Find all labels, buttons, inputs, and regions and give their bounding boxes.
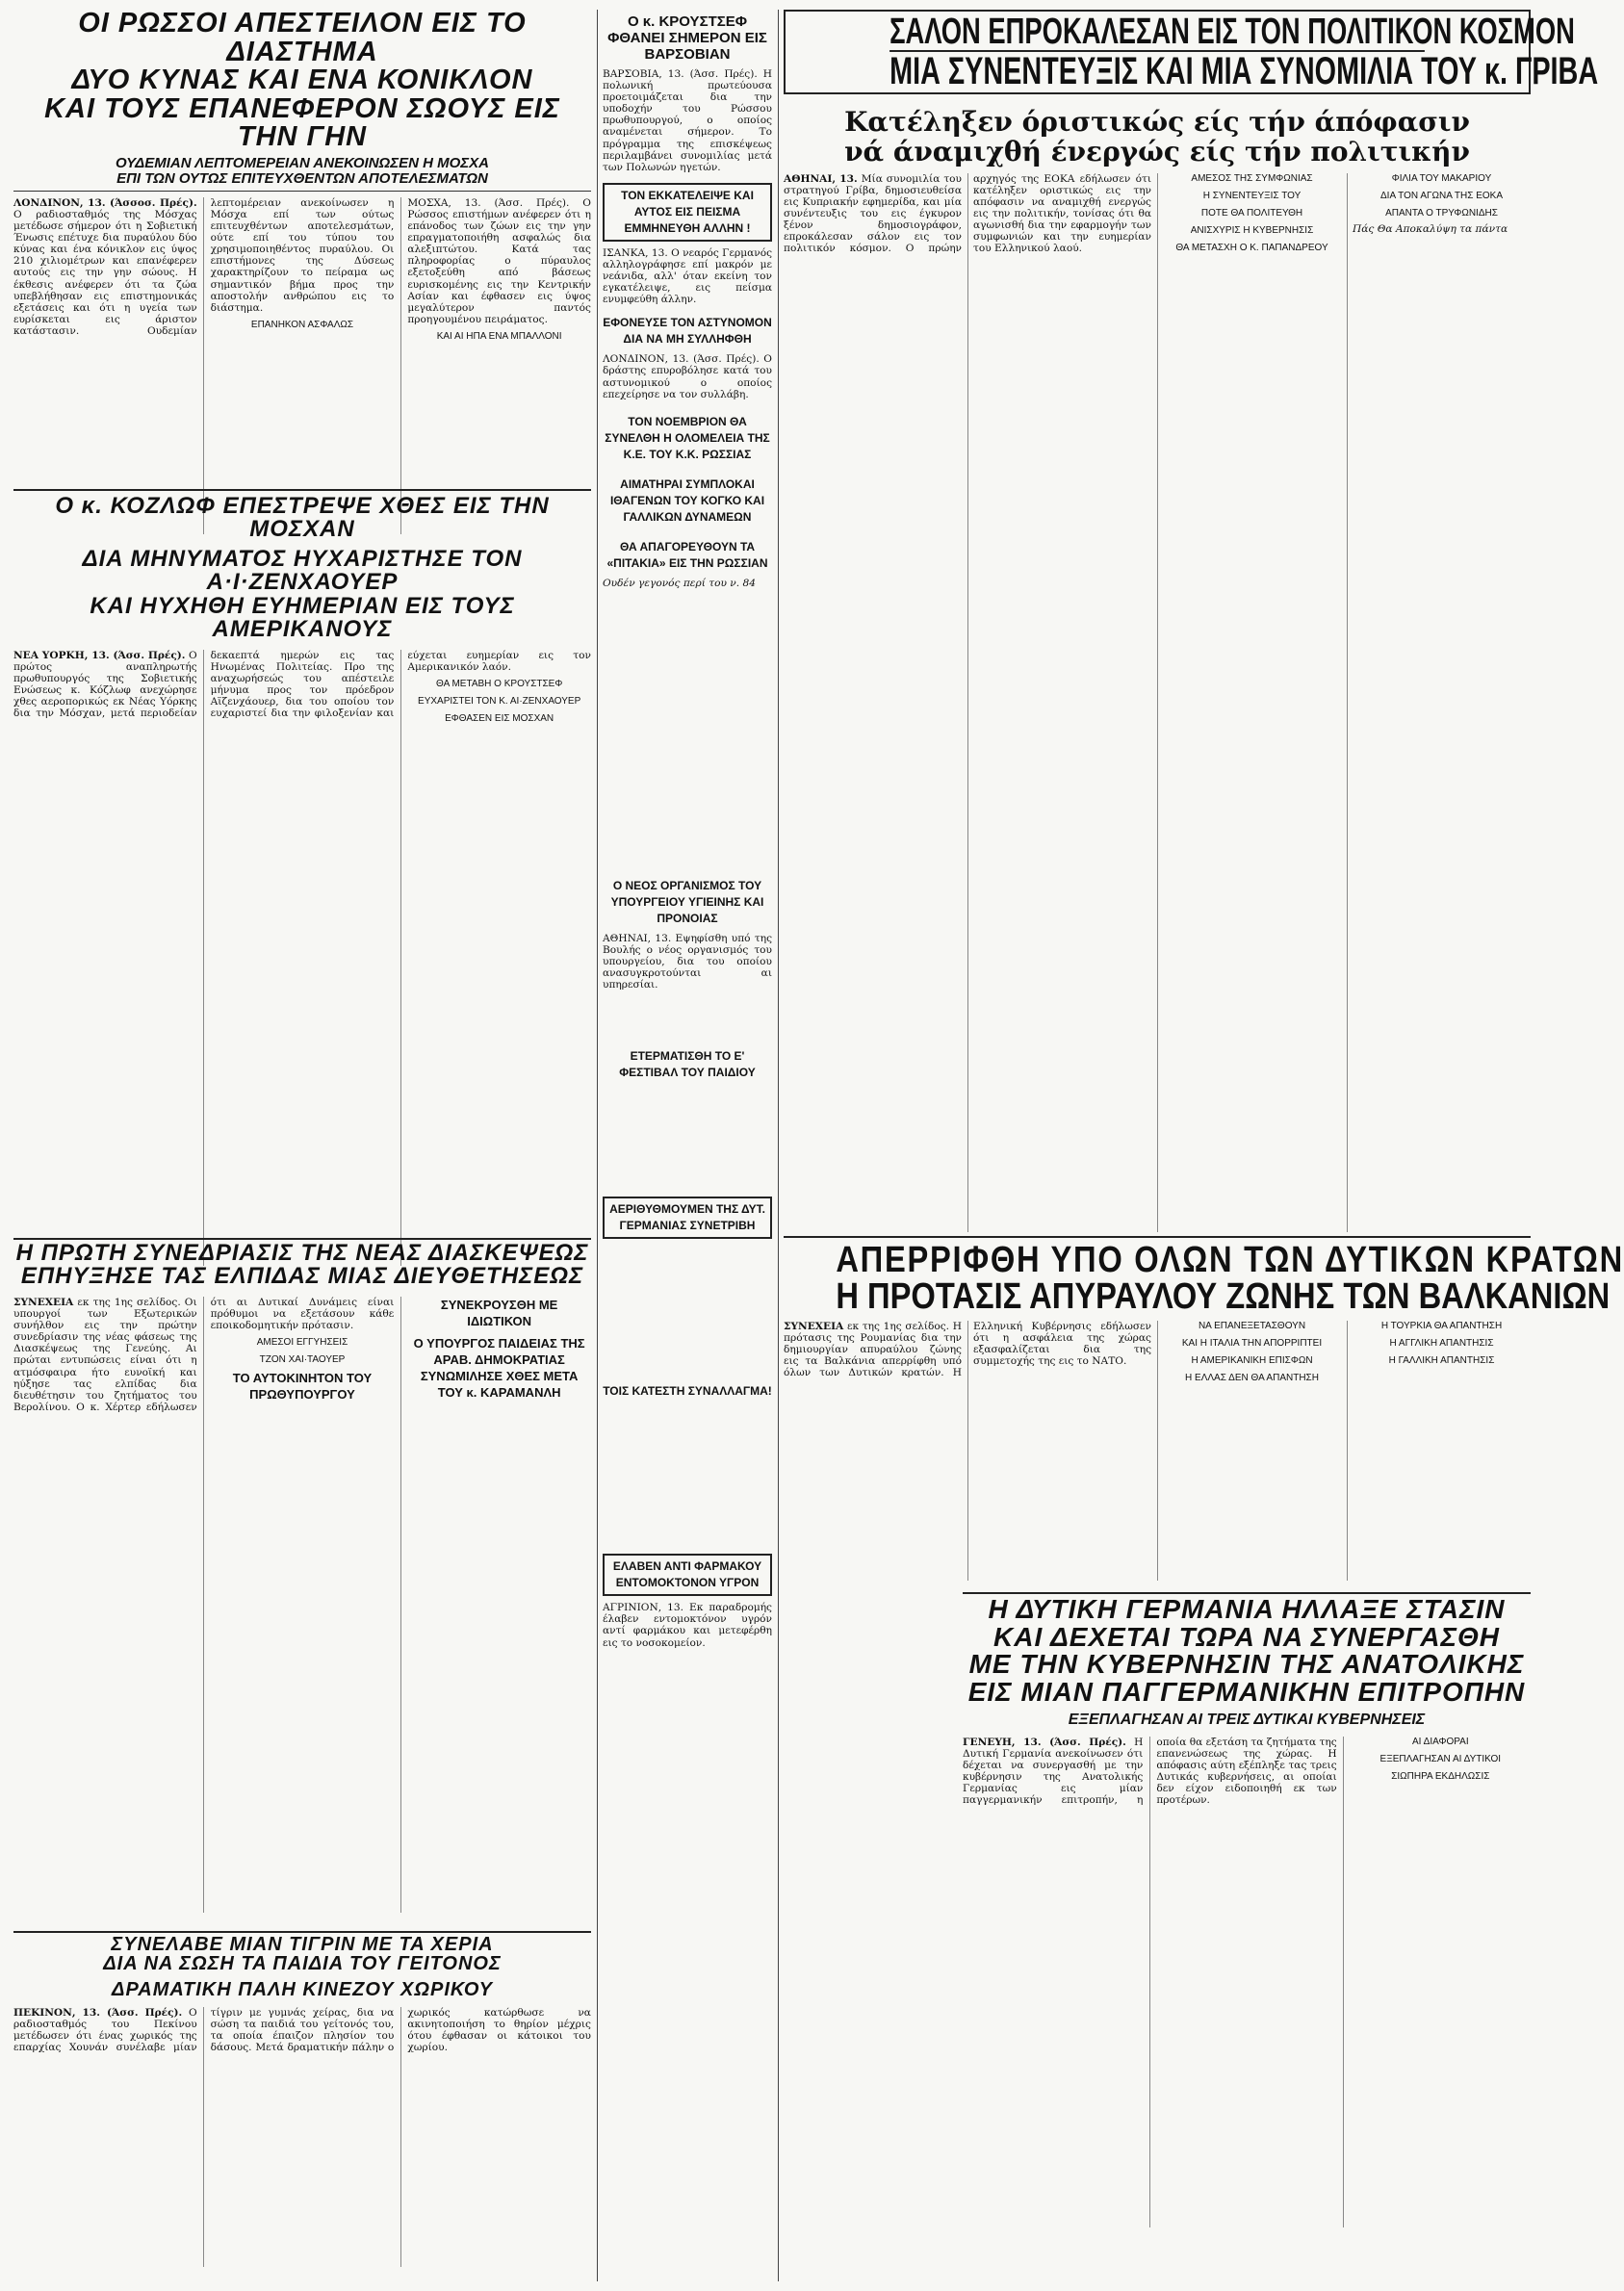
grivas-text-1: Μία συνομιλία του στρατηγού Γρίβα, δημοσιευθείσα εις Κυπριακήν εφημερίδα, και μία συνέντευξις του εις έγκυρον ξένον δημοσιογράφον, επροκάλεσαν σάλον εις τον πολιτικόν κόσμον. Ο πρώην αρχηγός της ΕΟΚΑ εδήλωσεν ότι κατέληξεν οριστικώς εις την απόφασιν να αναμιχθή ενεργώς εις την πολιτικήν, τονίσας ότι θα αγωνισθή δια την εφαρμογήν των συμφωνιών και την ευημερίαν του Ελληνικού λαού.	[784, 172, 1151, 255]
headline-conference-l1: Η ΠΡΩΤΗ ΣΥΝΕΔΡΙΑΣΙΣ ΤΗΣ ΝΕΑΣ ΔΙΑΣΚΕΨΕΩΣ	[15, 1240, 589, 1266]
policeman-text: ΛΟΝΔΙΝΟΝ, 13. (Άσσ. Πρές). Ο δράστης επυροβόλησε κατά του αστυνομικού ο οποίος επεχείρησε να τον συλλάβη.	[603, 353, 772, 400]
box-pitakia: ΘΑ ΑΠΑΓΟΡΕΥΘΟΥΝ ΤΑ «ΠΙΤΑΚΙΑ» ΕΙΣ ΤΗΝ ΡΩΣΣΙΑΝ	[606, 539, 768, 570]
headline-balkans-l1: ΑΠΕΡΡΙΦΘΗ ΥΠΟ ΟΛΩΝ ΤΩΝ ΔΥΤΙΚΩΝ ΚΡΑΤΩΝ	[836, 1240, 1624, 1280]
germany-story	[963, 1596, 1531, 2281]
conference-text-1: εκ της 1ης σελίδος. Οι υπουργοί των Εξωτερικών συνήλθον εις την πρώτην συνεδρίασιν της νέας φάσεως της Διασκέψεως της Γενεύης. Αι πρώται εντυπώσεις είναι ότι η ατμόσφαιρα ήτο ευνοϊκή και ηύξησε τας ελπίδας δια διευθέτησιν του ζητήματος του Βερολίνου. Ο κ. Χέρτερ εδήλωσεν ότι αι Δυτικαί Δυνάμεις είναι πρόθυμοι να εξετάσουν κάθε εποικοδομητικήν πρότασιν.	[13, 1296, 395, 1413]
headline-space-dogs-l2: ΔΥΟ ΚΥΝΑΣ ΚΑΙ ΕΝΑ ΚΟΝΙΚΛΟΝ	[71, 64, 533, 96]
conference-box-1: ΤΟ ΑΥΤΟΚΙΝΗΤΟΝ ΤΟΥ ΠΡΩΘΥΠΟΥΡΓΟΥ ΣΥΝΕΚΡΟΥΣΘΗ ΜΕ ΙΔΙΩΤΙΚΟΝ	[232, 1297, 558, 1403]
column-rule-right	[778, 10, 779, 2281]
germany-section-2: ΕΞΕΠΛΑΓΗΣΑΝ ΑΙ ΔΥΤΙΚΟΙ	[1379, 1753, 1502, 1764]
germany-dateline: ΓΕΝΕΥΗ, 13. (Άσσ. Πρές).	[963, 1736, 1126, 1748]
abandoned-text: ΙΣΑΝΚΑ, 13. Ο νεαρός Γερμανός αλληλογράφησε επί μακρόν με νεάνιδα, αλλ' όταν εκείνη τον εγκατέλειψε, εις πείσμα ενυμφεύθη άλλην.	[603, 246, 773, 306]
conference-section-2: ΤΖΟΝ ΧΑΙ·ΤΑΟΥΕΡ	[259, 1354, 346, 1366]
column-rule-left	[597, 10, 598, 2281]
balkans-section-1: ΝΑ ΕΠΑΝΕΞΕΤΑΣΘΟΥΝ	[1198, 1321, 1306, 1331]
conference-story	[13, 1242, 591, 1927]
kozlov-body	[13, 650, 591, 1266]
subhead-grivas-l2: νά άναμιχθή ένεργώς είς τήν πολιτικήν	[844, 135, 1470, 167]
insecticide-text: ΑΓΡΙΝΙΟΝ, 13. Εκ παραδρομής έλαβεν εντομοκτόνον υγρόν αντί φαρμάκου και μετεφέρθη εις το νοσοκομείον.	[603, 1602, 772, 1649]
headline-kozlov-l1: Ο κ. ΚΟΖΛΩΦ ΕΠΕΣΤΡΕΨΕ ΧΘΕΣ ΕΙΣ ΤΗΝ ΜΟΣΧΑΝ	[55, 493, 550, 543]
top-left-story	[13, 10, 591, 491]
grivas-headline-frame	[784, 10, 1599, 94]
box-congo: ΑΙΜΑΤΗΡΑΙ ΣΥΜΠΛΟΚΑΙ ΙΘΑΓΕΝΩΝ ΤΟΥ ΚΟΓΚΟ ΚΑΙ ΓΑΛΛΙΚΩΝ ΔΥΝΑΜΕΩΝ	[609, 476, 765, 524]
headline-khrushchev: Ο κ. ΚΡΟΥΣΤΣΕΦ ΦΘΑΝΕΙ ΣΗΜΕΡΟΝ ΕΙΣ ΒΑΡΣΟΒΙΑΝ	[607, 13, 767, 63]
kozlov-dateline: ΝΕΑ ΥΟΡΚΗ, 13. (Άσσ. Πρές).	[13, 649, 186, 661]
box-aircraft: ΑΕΡΙΘΥΘΜΟΥΜΕΝ ΤΗΣ ΔΥΤ. ΓΕΡΜΑΝΙΑΣ ΣΥΝΕΤΡΙΒΗ	[603, 1197, 772, 1239]
headline-germany-l2: ΚΑΙ ΔΕΧΕΤΑΙ ΤΩΡΑ ΝΑ ΣΥΝΕΡΓΑΣΘΗ	[993, 1621, 1500, 1652]
headline-grivas-l2: ΜΙΑ ΣΥΝΕΝΤΕΥΞΙΣ ΚΑΙ ΜΙΑ ΣΥΝΟΜΙΛΙΑ ΤΟΥ κ. ΓΡΙΒΑ	[889, 50, 1599, 92]
tiger-text-1: Ο ραδιοσταθμός του Πεκίνου μετέδωσεν ότι ένας χωρικός της επαρχίας Χουνάν συνέλαβε μίαν τίγριν με γυμνάς χείρας, δια να σώση τα παιδιά του γείτονός του, τα οποία έπαιζον πλησίον του δάσους. Μετά δραματικήν πάλην ο χωρικός κατώρθωσε να ακινητοποιήση το θηρίον μέχρις ότου έφθασαν οι κάτοικοι του χωρίου.	[13, 2007, 591, 2054]
box-plenum: ΤΟΝ ΝΟΕΜΒΡΙΟΝ ΘΑ ΣΥΝΕΛΘΗ Η ΟΛΟΜΕΛΕΙΑ ΤΗΣ Κ.Ε. ΤΟΥ Κ.Κ. ΡΩΣΣΙΑΣ	[605, 414, 770, 461]
headline-kozlov-l2: ΔΙΑ ΜΗΝΥΜΑΤΟΣ ΗΥΧΑΡΙΣΤΗΣΕ ΤΟΝ Α·Ι·ΖΕΝΧΑΟΥΕΡ	[82, 545, 523, 596]
germany-section-3: ΣΙΩΠΗΡΑ ΕΚΔΗΛΩΣΙΣ	[1391, 1770, 1490, 1782]
headline-germany-l4: ΕΙΣ ΜΙΑΝ ΠΑΓΓΕΡΜΑΝΙΚΗΝ ΕΠΙΤΡΟΠΗΝ	[967, 1676, 1526, 1707]
balkans-body	[784, 1321, 1531, 1581]
rule-top-left	[13, 489, 591, 491]
headline-kozlov-l3: ΚΑΙ ΗΥΧΗΘΗ ΕΥΗΜΕΡΙΑΝ ΕΙΣ ΤΟΥΣ ΑΜΕΡΙΚΑΝΟΥΣ	[90, 592, 515, 643]
balkans-section-4: Η ΕΛΛΑΣ ΔΕΝ ΘΑ ΑΠΑΝΤΗΣΗ	[1185, 1373, 1319, 1384]
conference-lead: ΣΥΝΕΧΕΙΑ	[13, 1296, 74, 1308]
space-dogs-body	[13, 197, 591, 534]
headline-conference-l2: ΕΠΗΥΞΗΣΕ ΤΑΣ ΕΛΠΙΔΑΣ ΜΙΑΣ ΔΙΕΥΘΕΤΗΣΕΩΣ	[20, 1263, 584, 1290]
grivas-section-2: Η ΣΥΝΕΝΤΕΥΞΙΣ ΤΟΥ	[1202, 190, 1302, 201]
conference-box-2: Ο ΥΠΟΥΡΓΟΣ ΠΑΙΔΕΙΑΣ ΤΗΣ ΑΡΑΒ. ΔΗΜΟΚΡΑΤΙΑΣ ΣΥΝΩΜΙΛΗΣΕ ΧΘΕΣ ΜΕΤΑ ΤΟΥ κ. ΚΑΡΑΜΑΝΛΗ	[413, 1335, 585, 1400]
box-insecticide: ΕΛΑΒΕΝ ΑΝΤΙ ΦΑΡΜΑΚΟΥ ΕΝΤΟΜΟΚΤΟΝΟΝ ΥΓΡΟΝ	[603, 1554, 772, 1596]
germany-section-1: ΑΙ ΔΙΑΦΟΡΑΙ	[1411, 1736, 1469, 1747]
headline-tiger-l2: ΔΙΑ ΝΑ ΣΩΣΗ ΤΑ ΠΑΙΔΙΑ ΤΟΥ ΓΕΙΤΟΝΟΣ	[103, 1953, 502, 1975]
grivas-story	[784, 10, 1599, 1232]
space-dogs-dateline: ΛΟΝΔΙΝΟΝ, 13. (Άσσοσ. Πρές).	[13, 196, 197, 209]
khrushchev-text: ΒΑΡΣΟΒΙΑ, 13. (Άσσ. Πρές). Η πολωνική πρωτεύουσα προετοιμάζεται δια την υποδοχήν του Ρώσσου πρωθυπουργού, ο οποίος αναμένεται σήμερον. Το πρόγραμμα της επισκέψεως περιλαμβάνει συνομιλίας μετά των Πολωνών ηγετών.	[603, 68, 772, 173]
subhead-grivas-l1: Κατέληξεν όριστικώς είς τήν άπόφασιν	[844, 106, 1470, 138]
tiger-body	[13, 2007, 591, 2267]
grivas-section-1: ΑΜΕΣΟΣ ΤΗΣ ΣΥΜΦΩΝΙΑΣ	[1191, 172, 1313, 184]
headline-tiger-l1: ΣΥΝΕΛΑΒΕ ΜΙΑΝ ΤΙΓΡΙΝ ΜΕ ΤΑ ΧΕΡΙΑ	[111, 1934, 494, 1955]
grivas-section-3: ΠΟΤΕ ΘΑ ΠΟΛΙΤΕΥΘΗ	[1200, 207, 1303, 219]
balkans-text-1: εκ της 1ης σελίδος. Η πρότασις της Ρουμανίας δια την δημιουργίαν απυραύλου ζώνης εις τα Βαλκάνια απερρίφθη υπό όλων των Δυτικών κρατών. Η Ελληνική Κυβέρνησις εδήλωσεν ότι η ασφάλεια της χώρας εξασφαλίζεται δια της συμμετοχής της εις το ΝΑΤΟ.	[784, 1321, 1151, 1379]
headline-germany-l3: ΜΕ ΤΗΝ ΚΥΒΕΡΝΗΣΙΝ ΤΗΣ ΑΝΑΤΟΛΙΚΗΣ	[968, 1649, 1525, 1680]
kozlov-section-2: ΕΥΧΑΡΙΣΤΕΙ ΤΟΝ Κ. ΑΙ·ΖΕΝΧΑΟΥΕΡ	[418, 696, 581, 708]
balkans-section-7: Η ΓΑΛΛΙΚΗ ΑΠΑΝΤΗΣΙΣ	[1388, 1355, 1495, 1367]
balkans-section-6: Η ΑΓΓΛΙΚΗ ΑΠΑΝΤΗΣΙΣ	[1389, 1338, 1494, 1350]
grivas-dateline: ΑΘΗΝΑΙ, 13.	[784, 172, 858, 185]
headline-tiger-l3: ΔΡΑΜΑΤΙΚΗ ΠΑΛΗ ΚΙΝΕΖΟΥ ΧΩΡΙΚΟΥ	[112, 1978, 493, 2000]
rule-grivas	[784, 1236, 1531, 1238]
headline-germany-l1: Η ΔΥΤΙΚΗ ΓΕΡΜΑΝΙΑ ΗΛΛΑΞΕ ΣΤΑΣΙΝ	[988, 1594, 1506, 1624]
grivas-section-8: ΑΠΑΝΤΑ Ο ΤΡΥΦΩΝΙΔΗΣ	[1385, 207, 1498, 219]
space-dogs-text-2: ΜΟΣΧΑ, 13. (Άσσ. Πρές). Ο Ρώσσος επιστήμων ανέφερεν ότι η επάνοδος των ζώων εις την γην επραγματοποιήθη ασφαλώς δια αλεξιπτώτου. Κατά τας πληροφορίας ο πύραυλος εξετοξεύθη από βάσεως ευρισκομένης εις την Κεντρικήν Ασίαν και έφθασεν εις ύψος μεγαλύτερον παντός προηγουμένου πειράματος.	[407, 196, 591, 325]
conference-section-1: ΑΜΕΣΟΙ ΕΓΓΥΗΣΕΙΣ	[256, 1337, 348, 1349]
conference-body	[13, 1297, 591, 1913]
subhead-space-dogs-l1: ΟΥΔΕΜΙΑΝ ΛΕΠΤΟΜΕΡΕΙΑΝ ΑΝΕΚΟΙΝΩΣΕΝ Η ΜΟΣΧΑ	[116, 154, 489, 171]
kozlov-text-1: Ο πρώτος αναπληρωτής πρωθυπουργός της Σοβιετικής Ενώσεως κ. Κόζλωφ ανεχώρησε χθες αεροπορικώς εκ Νέας Υόρκης δια την Μόσχαν, μετά περιοδείαν δεκαεπτά ημερών εις τας Ηνωμένας Πολιτείας. Προ της αναχωρήσεώς του απέστειλε μήνυμα προς τον πρόεδρον Αϊζενχάουερ, δια του οποίου τον ευχαριστεί δια την φιλοξενίαν και εύχεται ευημερίαν εις τον Αμερικανικόν λαόν.	[13, 649, 591, 720]
grivas-section-7: ΔΙΑ ΤΟΝ ΑΓΩΝΑ ΤΗΣ ΕΟΚΑ	[1380, 190, 1503, 201]
center-column	[603, 10, 772, 2281]
box-exchange: ΤΟΙΣ ΚΑΤΕΣΤΗ ΣΥΝΑΛΛΑΓΜΑ!	[603, 1384, 772, 1399]
balkans-section-2: ΚΑΙ Η ΙΤΑΛΙΑ ΤΗΝ ΑΠΟΡΡΙΠΤΕΙ	[1181, 1338, 1323, 1350]
box-health-ministry: Ο ΝΕΟΣ ΟΡΓΑΝΙΣΜΟΣ ΤΟΥ ΥΠΟΥΡΓΕΙΟΥ ΥΓΙΕΙΝΗΣ ΚΑΙ ΠΡΟΝΟΙΑΣ	[610, 878, 764, 925]
balkans-lead: ΣΥΝΕΧΕΙΑ	[784, 1321, 844, 1332]
grivas-closing: Πάς Θα Αποκαλύψη τα πάντα	[1353, 222, 1508, 235]
grivas-section-6: ΦΙΛΙΑ ΤΟΥ ΜΑΚΑΡΙΟΥ	[1391, 172, 1492, 184]
space-dogs-section-1: ΕΠΑΝΗΚΟΝ ΑΣΦΑΛΩΣ	[250, 319, 354, 330]
grivas-section-4: ΑΝΙΣΧΥΡΙΣ Η ΚΥΒΕΡΝΗΣΙΣ	[1190, 224, 1314, 236]
headline-balkans-l2: Η ΠΡΟΤΑΣΙΣ ΑΠΥΡΑΥΛΟΥ ΖΩΝΗΣ ΤΩΝ ΒΑΛΚΑΝΙΩΝ	[836, 1276, 1611, 1317]
kozlov-story	[13, 493, 591, 1234]
subhead-germany: ΕΞΕΠΛΑΓΗΣΑΝ ΑΙ ΤΡΕΙΣ ΔΥΤΙΚΑΙ ΚΥΒΕΡΝΗΣΕΙΣ	[1068, 1712, 1426, 1729]
kozlov-section-1: ΘΑ ΜΕΤΑΒΗ Ο ΚΡΟΥΣΤΣΕΦ	[435, 679, 563, 689]
tiger-dateline: ΠΕΚΙΝΟΝ, 13. (Άσσ. Πρές).	[13, 2007, 183, 2020]
grivas-section-5: ΘΑ ΜΕΤΑΣΧΗ Ο Κ. ΠΑΠΑΝΔΡΕΟΥ	[1175, 242, 1328, 253]
box-abandoned: ΤΟΝ ΕΚΚΑΤΕΛΕΙΨΕ ΚΑΙ ΑΥΤΟΣ ΕΙΣ ΠΕΙΣΜΑ ΕΜΜΗΝΕΥΘΗ ΑΛΛΗΝ !	[603, 183, 772, 242]
space-dogs-text-1: Ο ραδιοσταθμός της Μόσχας μετέδωσε σήμερον ότι η Σοβιετική Ένωσις επέτυχε δια πυραύλου δύο κύνας και ένα κόνικλον εις ύψος 210 χιλιομέτρων και επανέφερεν αυτούς εις την γην σώους. Η έκθεσις ανέφερεν ότι τα ζώα υπεβλήθησαν εις επιστημονικάς εξετάσεις και ότι η υγεία των ευρίσκεται εις άριστον κατάστασιν. Ουδεμίαν λεπτομέρειαν ανεκοίνωσεν η Μόσχα επί των ούτως επιτευχθέντων αποτελεσμάτων, ούτε επί του τύπου του χρησιμοποιηθέντος πυραύλου. Οι επιστήμονες της Δύσεως χαρακτηρίζουν το πείραμα ως σημαντικόν βήμα προς την αποστολήν ανθρώπου εις το διάστημα.	[13, 196, 395, 337]
center-closing: Ουδέν γεγονός περί του ν. 84	[603, 577, 756, 589]
kozlov-section-3: ΕΦΘΑΣΕΝ ΕΙΣ ΜΟΣΧΑΝ	[445, 713, 554, 725]
balkans-story	[784, 1240, 1624, 1588]
headline-space-dogs-l3: ΚΑΙ ΤΟΥΣ ΕΠΑΝΕΦΕΡΟΝ ΣΩΟΥΣ ΕΙΣ ΤΗΝ ΓΗΝ	[44, 92, 560, 153]
germany-text-1: Η Δυτική Γερμανία ανεκοίνωσεν ότι δέχεται να συνεργασθή με την κυβέρνησιν της Ανατολικής Γερμανίας εις μίαν παγγερμανικήν επιτροπήν, η οποία θα εξετάση τα ζητήματα της επανενώσεως της χώρας. Η απόφασις αύτη εξέπληξε τας τρεις Δυτικάς κυβερνήσεις, αι οποίαι δεν είχον ειδοποιηθή εκ των προτέρων.	[963, 1736, 1337, 1807]
balkans-section-3: Η ΑΜΕΡΙΚΑΝΙΚΗ ΕΠΙΣΦΩΝ	[1191, 1355, 1313, 1367]
tiger-story	[13, 1935, 591, 2281]
health-ministry-text: ΑΘΗΝΑΙ, 13. Εψηφίσθη υπό της Βουλής ο νέος οργανισμός του υπουργείου, δια του οποίου ανασυγκροτούνται αι υπηρεσίαι.	[603, 932, 772, 991]
headline-grivas-l1: ΣΑΛΟΝ ΕΠΡΟΚΑΛΕΣΑΝ ΕΙΣ ΤΟΝ ΠΟΛΙΤΙΚΟΝ ΚΟΣΜΟΝ	[889, 12, 1575, 52]
space-dogs-section-2: ΚΑΙ ΑΙ ΗΠΑ ΕΝΑ ΜΠΑΛΛΟΝΙ	[436, 330, 562, 342]
headline-space-dogs-l1: ΟΙ ΡΩΣΣΟΙ ΑΠΕΣΤΕΙΛΟΝ ΕΙΣ ΤΟ ΔΙΑΣΤΗΜΑ	[78, 8, 527, 67]
rule-conference	[13, 1931, 591, 1933]
subhead-space-dogs-l2: ΕΠΙ ΤΩΝ ΟΥΤΩΣ ΕΠΙΤΕΥΧΘΕΝΤΩΝ ΑΠΟΤΕΛΕΣΜΑΤΩΝ	[13, 171, 591, 192]
balkans-section-5: Η ΤΟΥΡΚΙΑ ΘΑ ΑΠΑΝΤΗΣΗ	[1380, 1321, 1503, 1331]
grivas-body	[784, 173, 1531, 1232]
box-policeman: ΕΦΟΝΕΥΣΕ ΤΟΝ ΑΣΤΥΝΟΜΟΝ ΔΙΑ ΝΑ ΜΗ ΣΥΛΛΗΦΘΗ	[603, 316, 772, 347]
box-festival: ΕΤΕΡΜΑΤΙΣΘΗ ΤΟ Ε' ΦΕΣΤΙΒΑΛ ΤΟΥ ΠΑΙΔΙΟΥ	[619, 1049, 756, 1080]
germany-body	[963, 1737, 1531, 2227]
